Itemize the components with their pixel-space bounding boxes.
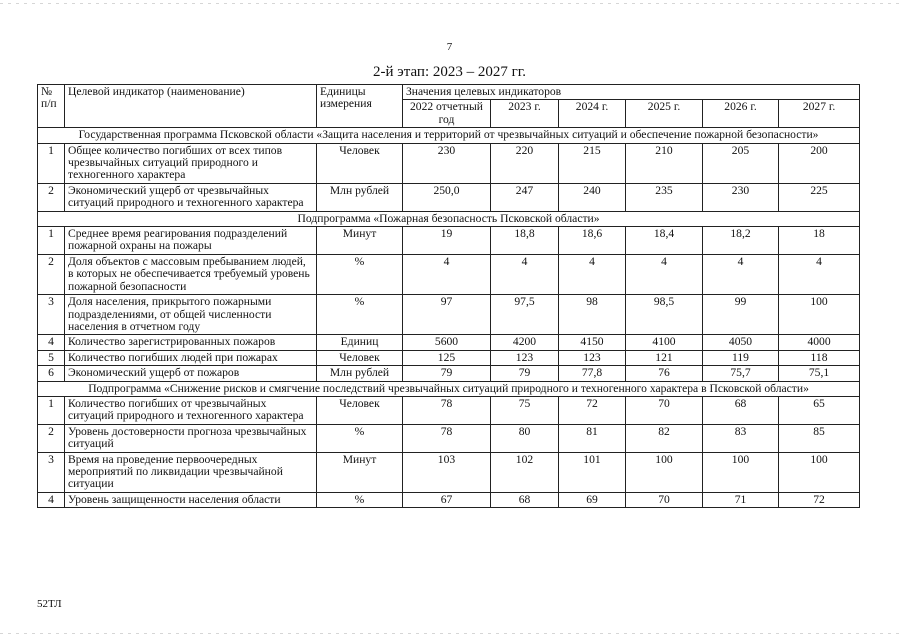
section-title: Подпрограмма «Пожарная безопасность Псковской области» — [38, 211, 860, 226]
row-value: 70 — [626, 492, 703, 507]
row-number: 4 — [38, 335, 65, 350]
row-value: 200 — [779, 143, 860, 183]
row-value: 82 — [626, 424, 703, 452]
row-value: 18,6 — [559, 227, 626, 255]
row-value: 102 — [491, 452, 559, 492]
row-indicator-name: Доля объектов с массовым пребыванием людей, в которых не обеспечивается требуемый уровень пожарной безопасности — [65, 254, 317, 294]
row-value: 220 — [491, 143, 559, 183]
header-year: 2023 г. — [491, 100, 559, 128]
row-value: 78 — [403, 396, 491, 424]
header-unit: Единицы измерения — [317, 85, 403, 128]
row-value: 215 — [559, 143, 626, 183]
row-unit: Млн рублей — [317, 366, 403, 381]
row-number: 1 — [38, 396, 65, 424]
row-value: 98,5 — [626, 295, 703, 335]
row-value: 118 — [779, 350, 860, 365]
row-value: 210 — [626, 143, 703, 183]
row-value: 125 — [403, 350, 491, 365]
row-value: 72 — [559, 396, 626, 424]
table-row — [38, 366, 860, 381]
row-value: 68 — [703, 396, 779, 424]
row-value: 4 — [403, 254, 491, 294]
row-number: 1 — [38, 227, 65, 255]
scan-edge-top — [0, 3, 899, 4]
header-values: Значения целевых индикаторов — [403, 85, 860, 100]
row-unit: Единиц — [317, 335, 403, 350]
row-value: 205 — [703, 143, 779, 183]
table-row — [38, 452, 860, 492]
row-unit: Человек — [317, 350, 403, 365]
section-row — [38, 381, 860, 396]
row-value: 68 — [491, 492, 559, 507]
row-value: 121 — [626, 350, 703, 365]
row-number: 2 — [38, 254, 65, 294]
row-unit: % — [317, 492, 403, 507]
row-value: 75,1 — [779, 366, 860, 381]
row-indicator-name: Экономический ущерб от пожаров — [65, 366, 317, 381]
row-value: 81 — [559, 424, 626, 452]
row-value: 4150 — [559, 335, 626, 350]
row-value: 83 — [703, 424, 779, 452]
row-value: 235 — [626, 183, 703, 211]
table-row — [38, 295, 860, 335]
row-value: 4 — [491, 254, 559, 294]
row-number: 1 — [38, 143, 65, 183]
table-header — [38, 85, 860, 128]
row-value: 4 — [703, 254, 779, 294]
header-year: 2022 отчетный год — [403, 100, 491, 128]
row-value: 4050 — [703, 335, 779, 350]
row-unit: Млн рублей — [317, 183, 403, 211]
row-indicator-name: Среднее время реагирования подразделений пожарной охраны на пожары — [65, 227, 317, 255]
row-value: 75 — [491, 396, 559, 424]
row-value: 79 — [491, 366, 559, 381]
row-value: 80 — [491, 424, 559, 452]
row-value: 85 — [779, 424, 860, 452]
row-value: 230 — [403, 143, 491, 183]
row-value: 230 — [703, 183, 779, 211]
row-value: 75,7 — [703, 366, 779, 381]
table-row — [38, 254, 860, 294]
row-unit: Человек — [317, 396, 403, 424]
row-unit: Человек — [317, 143, 403, 183]
row-value: 18 — [779, 227, 860, 255]
row-value: 119 — [703, 350, 779, 365]
table-row — [38, 143, 860, 183]
row-number: 4 — [38, 492, 65, 507]
section-row — [38, 211, 860, 226]
table-row — [38, 396, 860, 424]
row-value: 100 — [779, 295, 860, 335]
row-indicator-name: Количество погибших людей при пожарах — [65, 350, 317, 365]
row-value: 4100 — [626, 335, 703, 350]
table-body — [38, 128, 860, 508]
row-number: 3 — [38, 452, 65, 492]
table-row — [38, 424, 860, 452]
table-row — [38, 227, 860, 255]
row-value: 247 — [491, 183, 559, 211]
row-value: 4000 — [779, 335, 860, 350]
row-value: 98 — [559, 295, 626, 335]
table-row — [38, 183, 860, 211]
row-unit: Минут — [317, 227, 403, 255]
row-value: 72 — [779, 492, 860, 507]
header-num: № п/п — [38, 85, 65, 128]
row-value: 18,4 — [626, 227, 703, 255]
row-value: 67 — [403, 492, 491, 507]
row-unit: % — [317, 424, 403, 452]
scan-edge-bottom — [0, 633, 899, 634]
row-value: 65 — [779, 396, 860, 424]
footer-code: 52ТЛ — [37, 598, 62, 610]
row-value: 97 — [403, 295, 491, 335]
indicators-table — [37, 84, 860, 508]
header-year: 2027 г. — [779, 100, 860, 128]
row-value: 97,5 — [491, 295, 559, 335]
table-row — [38, 350, 860, 365]
row-value: 4 — [559, 254, 626, 294]
row-number: 2 — [38, 183, 65, 211]
row-value: 100 — [703, 452, 779, 492]
row-value: 101 — [559, 452, 626, 492]
section-title: Подпрограмма «Снижение рисков и смягчение последствий чрезвычайных ситуаций природного и техногенного характера в Псковской области» — [38, 381, 860, 396]
row-unit: % — [317, 295, 403, 335]
section-row — [38, 128, 860, 143]
row-indicator-name: Количество погибших от чрезвычайных ситуаций природного и техногенного характера — [65, 396, 317, 424]
header-year: 2024 г. — [559, 100, 626, 128]
row-value: 100 — [779, 452, 860, 492]
row-value: 18,2 — [703, 227, 779, 255]
row-unit: % — [317, 254, 403, 294]
row-indicator-name: Количество зарегистрированных пожаров — [65, 335, 317, 350]
header-year: 2025 г. — [626, 100, 703, 128]
row-value: 123 — [491, 350, 559, 365]
row-value: 225 — [779, 183, 860, 211]
row-value: 78 — [403, 424, 491, 452]
row-value: 100 — [626, 452, 703, 492]
row-number: 3 — [38, 295, 65, 335]
row-number: 5 — [38, 350, 65, 365]
row-value: 4 — [779, 254, 860, 294]
row-value: 77,8 — [559, 366, 626, 381]
row-value: 123 — [559, 350, 626, 365]
row-indicator-name: Доля населения, прикрытого пожарными подразделениями, от общей численности населения в отчетном году — [65, 295, 317, 335]
row-value: 79 — [403, 366, 491, 381]
row-number: 6 — [38, 366, 65, 381]
row-value: 76 — [626, 366, 703, 381]
header-indicator: Целевой индикатор (наименование) — [65, 85, 317, 128]
row-value: 99 — [703, 295, 779, 335]
row-value: 250,0 — [403, 183, 491, 211]
row-value: 240 — [559, 183, 626, 211]
row-value: 18,8 — [491, 227, 559, 255]
row-value: 19 — [403, 227, 491, 255]
row-value: 69 — [559, 492, 626, 507]
row-indicator-name: Общее количество погибших от всех типов чрезвычайных ситуаций природного и техногенного характера — [65, 143, 317, 183]
header-year: 2026 г. — [703, 100, 779, 128]
page-number: 7 — [446, 41, 453, 53]
row-value: 4 — [626, 254, 703, 294]
table-row — [38, 335, 860, 350]
row-unit: Минут — [317, 452, 403, 492]
row-indicator-name: Уровень защищенности населения области — [65, 492, 317, 507]
stage-title: 2-й этап: 2023 – 2027 гг. — [373, 64, 526, 80]
row-indicator-name: Экономический ущерб от чрезвычайных ситуаций природного и техногенного характера — [65, 183, 317, 211]
row-value: 70 — [626, 396, 703, 424]
row-value: 5600 — [403, 335, 491, 350]
row-indicator-name: Время на проведение первоочередных мероприятий по ликвидации чрезвычайной ситуации — [65, 452, 317, 492]
row-indicator-name: Уровень достоверности прогноза чрезвычайных ситуаций — [65, 424, 317, 452]
row-value: 71 — [703, 492, 779, 507]
row-value: 103 — [403, 452, 491, 492]
table-row — [38, 492, 860, 507]
row-value: 4200 — [491, 335, 559, 350]
row-number: 2 — [38, 424, 65, 452]
section-title: Государственная программа Псковской области «Защита населения и территорий от чрезвычайных ситуаций и обеспечение пожарной безопасности» — [38, 128, 860, 143]
